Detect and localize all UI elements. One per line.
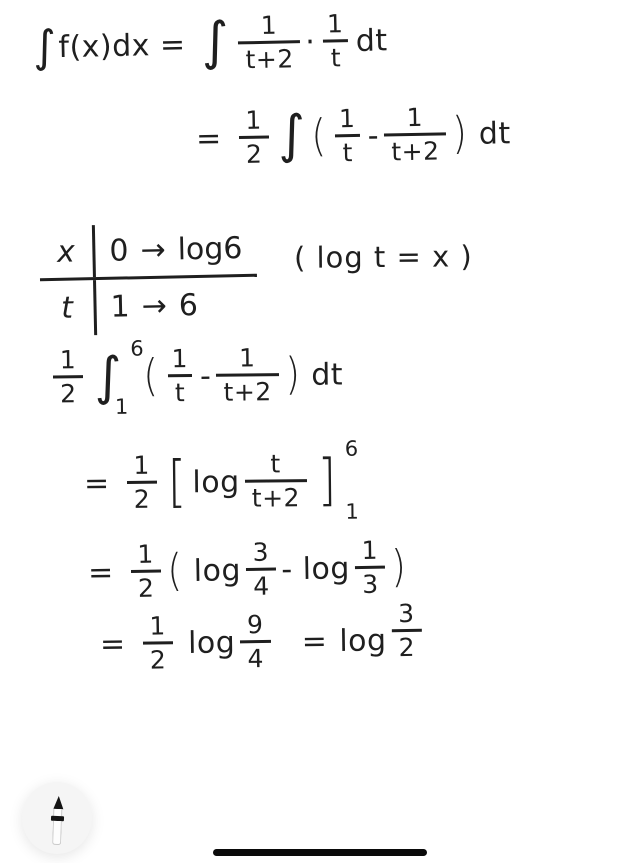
fraction-denominator: 2 bbox=[391, 629, 422, 662]
upper-limit: 6 bbox=[130, 336, 144, 361]
fraction-numerator: 3 bbox=[397, 598, 415, 629]
fraction bbox=[245, 537, 276, 602]
fraction-denominator: 4 bbox=[246, 568, 277, 601]
integral-sign: ∫ bbox=[277, 105, 307, 166]
fraction bbox=[391, 598, 422, 663]
pen-tool-button[interactable] bbox=[22, 782, 92, 854]
fraction-numerator: 1 bbox=[338, 103, 356, 134]
fraction-denominator: t+2 bbox=[384, 133, 447, 166]
range-from: 1 bbox=[110, 289, 131, 325]
fraction bbox=[354, 535, 385, 600]
fraction-numerator: 1 bbox=[59, 345, 77, 375]
open-paren: ( bbox=[310, 110, 327, 162]
minus-sign: - bbox=[281, 551, 293, 588]
fraction-numerator: t bbox=[270, 449, 281, 479]
fraction-denominator: t+2 bbox=[238, 40, 301, 74]
close-bracket: ] bbox=[317, 447, 337, 513]
coefficient-fraction bbox=[130, 539, 161, 604]
table-range bbox=[95, 222, 257, 277]
fraction-denominator: 2 bbox=[239, 136, 270, 169]
fraction-numerator: 9 bbox=[246, 610, 264, 640]
fraction-numerator: 1 bbox=[238, 343, 256, 373]
fraction-numerator: 1 bbox=[245, 105, 263, 135]
fraction bbox=[384, 104, 447, 166]
fraction bbox=[238, 12, 301, 74]
table-variable: x bbox=[39, 225, 96, 278]
fraction-denominator: 2 bbox=[143, 642, 174, 675]
log-function: log bbox=[339, 623, 387, 659]
lower-limit: 1 bbox=[114, 394, 129, 420]
equals-sign: = bbox=[301, 623, 328, 660]
fraction-denominator: 2 bbox=[131, 570, 162, 603]
minus-sign: - bbox=[367, 118, 380, 154]
range-to: log6 bbox=[177, 230, 243, 267]
coefficient-fraction bbox=[142, 613, 173, 674]
upper-limit: 6 bbox=[344, 436, 359, 461]
fraction bbox=[244, 451, 307, 512]
log-function: log bbox=[193, 552, 242, 589]
fraction-numerator: 1 bbox=[326, 9, 344, 39]
fraction bbox=[332, 103, 363, 168]
close-paren: ) bbox=[452, 108, 468, 160]
coefficient-fraction bbox=[53, 347, 84, 408]
equals-sign: = bbox=[83, 465, 110, 501]
table-row bbox=[40, 277, 258, 337]
math-line-2 bbox=[195, 103, 511, 169]
fraction-denominator: 2 bbox=[127, 481, 158, 514]
integral-sign: ∫ bbox=[200, 11, 230, 73]
definite-integral bbox=[88, 336, 144, 420]
pen-tip bbox=[52, 795, 62, 808]
log-function: log bbox=[192, 464, 240, 500]
multiplication-dot: · bbox=[304, 24, 316, 60]
fraction-denominator: 2 bbox=[53, 375, 84, 408]
fraction-numerator: 1 bbox=[133, 450, 151, 480]
integrand-lhs: f(x)dx bbox=[58, 28, 151, 65]
math-line-6 bbox=[99, 598, 428, 675]
fraction bbox=[216, 345, 279, 406]
fraction bbox=[320, 11, 352, 72]
fraction-denominator: 4 bbox=[240, 640, 271, 673]
fraction-denominator: t+2 bbox=[245, 479, 307, 512]
pen-body bbox=[52, 820, 62, 844]
fraction-numerator: 1 bbox=[149, 611, 167, 641]
range-from: 0 bbox=[109, 232, 129, 269]
fraction bbox=[240, 612, 271, 673]
minus-sign: - bbox=[199, 358, 212, 394]
range-to: 6 bbox=[178, 287, 199, 324]
pen-neck bbox=[53, 808, 62, 815]
home-indicator[interactable] bbox=[213, 849, 427, 856]
differential-dt: dt bbox=[311, 357, 344, 393]
integral-sign: ∫ bbox=[32, 21, 57, 73]
equals-sign: = bbox=[99, 626, 126, 663]
math-line-1 bbox=[32, 10, 388, 78]
arrow-icon: → bbox=[141, 288, 168, 325]
substitution-table bbox=[39, 222, 258, 337]
fraction-denominator: 3 bbox=[355, 566, 386, 599]
equals-sign: = bbox=[195, 121, 222, 157]
fraction-denominator: t+2 bbox=[216, 373, 278, 406]
pen-icon bbox=[50, 795, 65, 844]
fraction-numerator: 1 bbox=[361, 535, 379, 566]
equals-sign: = bbox=[159, 27, 186, 63]
lower-limit: 1 bbox=[345, 499, 360, 524]
coefficient-fraction bbox=[238, 107, 269, 168]
evaluation-limits bbox=[344, 436, 360, 524]
close-paren: ) bbox=[391, 541, 408, 593]
coefficient-fraction bbox=[126, 452, 157, 513]
substitution-note: ( log t = x ) bbox=[293, 239, 473, 275]
table-row bbox=[39, 222, 257, 282]
differential-dt: dt bbox=[478, 116, 511, 152]
fraction-numerator: 1 bbox=[171, 344, 189, 374]
fraction-denominator: t bbox=[335, 134, 360, 167]
fraction-numerator: 1 bbox=[137, 539, 155, 569]
arrow-icon: → bbox=[140, 232, 166, 268]
log-function: log bbox=[187, 625, 236, 661]
open-bracket: [ bbox=[167, 449, 188, 515]
log-function: log bbox=[302, 550, 351, 587]
math-line-3 bbox=[48, 336, 344, 420]
fraction-denominator: t bbox=[323, 39, 348, 72]
table-variable: t bbox=[40, 280, 97, 336]
equals-sign: = bbox=[87, 555, 114, 591]
fraction-denominator: t bbox=[168, 374, 193, 407]
fraction bbox=[164, 346, 195, 407]
integral-sign: ∫ bbox=[94, 347, 123, 408]
math-line-5 bbox=[87, 537, 408, 603]
table-range bbox=[96, 277, 257, 335]
fraction-numerator: 1 bbox=[406, 102, 424, 133]
open-paren: ( bbox=[143, 350, 159, 402]
fraction-numerator: 1 bbox=[260, 10, 278, 40]
math-line-4 bbox=[83, 436, 360, 526]
differential-dt: dt bbox=[355, 23, 388, 59]
open-paren: ( bbox=[166, 545, 183, 597]
close-paren: ) bbox=[284, 349, 301, 401]
fraction-numerator: 3 bbox=[252, 537, 270, 567]
